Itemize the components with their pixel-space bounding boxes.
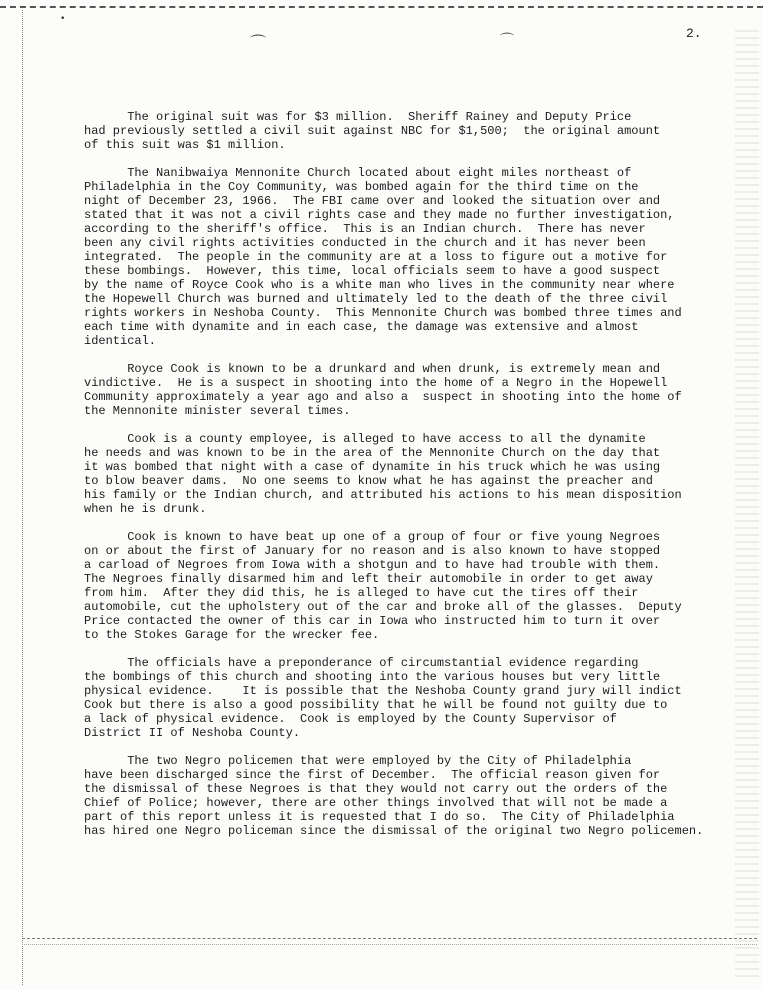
text-line: from him. After they did this, he is alleged to have cut the tires off their	[84, 586, 639, 600]
page-number: 2.	[686, 26, 702, 41]
text-line: to the Stokes Garage for the wrecker fee.	[84, 628, 380, 642]
text-line: of this suit was $1 million.	[84, 138, 286, 152]
text-line: Chief of Police; however, there are other things involved that will not be made a	[84, 796, 668, 810]
text-line: by the name of Royce Cook who is a white man who lives in the community near where	[84, 278, 675, 292]
text-line: Royce Cook is known to be a drunkard and when drunk, is extremely mean and	[84, 362, 661, 376]
text-line: automobile, cut the upholstery out of the car and broke all of the glasses. Deputy	[84, 600, 682, 614]
text-line: stated that it was not a civil rights case and they made no further investigation,	[84, 208, 675, 222]
text-line: when he is drunk.	[84, 502, 207, 516]
paragraph	[84, 166, 714, 348]
text-line: The Negroes finally disarmed him and left their automobile in order to get away	[84, 572, 653, 586]
text-line: his family or the Indian church, and attributed his actions to his mean disposition	[84, 488, 682, 502]
text-line: Philadelphia in the Coy Community, was bombed again for the third time on the	[84, 180, 639, 194]
text-line: Cook is known to have beat up one of a group of four or five young Negroes	[84, 530, 661, 544]
text-line: The original suit was for $3 million. Sheriff Rainey and Deputy Price	[84, 110, 632, 124]
text-line: Cook is a county employee, is alleged to have access to all the dynamite	[84, 432, 646, 446]
paragraph	[84, 656, 714, 740]
text-line: have been discharged since the first of December. The official reason given for	[84, 768, 661, 782]
text-line: a carload of Negroes from Iowa with a shotgun and to have had trouble with them.	[84, 558, 661, 572]
document-body	[84, 110, 714, 852]
text-line: to blow beaver dams. No one seems to know what he has against the preacher and	[84, 474, 653, 488]
text-line: Price contacted the owner of this car in Iowa who instructed him to turn it over	[84, 614, 661, 628]
paragraph	[84, 530, 714, 642]
text-line: on or about the first of January for no reason and is also known to have stopped	[84, 544, 661, 558]
scan-mark: ⌒	[250, 33, 267, 52]
text-line: vindictive. He is a suspect in shooting into the home of a Negro in the Hopewell	[84, 376, 668, 390]
text-line: Cook but there is also a good possibility that he will be found not guilty due to	[84, 698, 668, 712]
paragraph	[84, 754, 714, 838]
text-line: the dismissal of these Negroes is that they would not carry out the orders of the	[84, 782, 668, 796]
text-line: he needs and was known to be in the area of the Mennonite Church on the day that	[84, 446, 661, 460]
scan-mark: ⌒	[500, 33, 514, 49]
text-line: night of December 23, 1966. The FBI came over and looked the situation over and	[84, 194, 661, 208]
bottom-border	[22, 938, 757, 939]
top-border	[0, 6, 763, 8]
text-line: rights workers in Neshoba County. This Mennonite Church was bombed three times and	[84, 306, 682, 320]
text-line: identical.	[84, 334, 157, 348]
left-margin-line	[22, 10, 23, 985]
text-line: the Hopewell Church was burned and ultimately led to the death of the three civil	[84, 292, 668, 306]
text-line: according to the sheriff's office. This is an Indian church. There has never	[84, 222, 646, 236]
paragraph	[84, 432, 714, 516]
text-line: part of this report unless it is requested that I do so. The City of Philadelphia	[84, 810, 675, 824]
text-line: it was bombed that night with a case of dynamite in his truck which he was using	[84, 460, 661, 474]
text-line: these bombings. However, this time, local officials seem to have a good suspect	[84, 264, 661, 278]
scan-edge-noise	[735, 30, 759, 980]
text-line: Community approximately a year ago and also a suspect in shooting into the home of	[84, 390, 682, 404]
text-line: District II of Neshoba County.	[84, 726, 301, 740]
text-line: The two Negro policemen that were employed by the City of Philadelphia	[84, 754, 632, 768]
text-line: had previously settled a civil suit against NBC for $1,500; the original amount	[84, 124, 661, 138]
text-line: the bombings of this church and shooting into the various houses but very little	[84, 670, 661, 684]
text-line: The officials have a preponderance of circumstantial evidence regarding	[84, 656, 639, 670]
text-line: the Mennonite minister several times.	[84, 404, 351, 418]
text-line: The Nanibwaiya Mennonite Church located about eight miles northeast of	[84, 166, 632, 180]
text-line: has hired one Negro policeman since the dismissal of the original two Negro policemen.	[84, 824, 704, 838]
text-line: each time with dynamite and in each case, the damage was extensive and almost	[84, 320, 639, 334]
text-line: integrated. The people in the community are at a loss to figure out a motive for	[84, 250, 668, 264]
text-line: been any civil rights activities conducted in the church and it has never been	[84, 236, 646, 250]
paragraph	[84, 110, 714, 152]
paragraph	[84, 362, 714, 418]
scan-speck: •	[60, 14, 66, 24]
bottom-border-secondary	[22, 944, 757, 945]
text-line: physical evidence. It is possible that the Neshoba County grand jury will indict	[84, 684, 682, 698]
text-line: a lack of physical evidence. Cook is employed by the County Supervisor of	[84, 712, 617, 726]
